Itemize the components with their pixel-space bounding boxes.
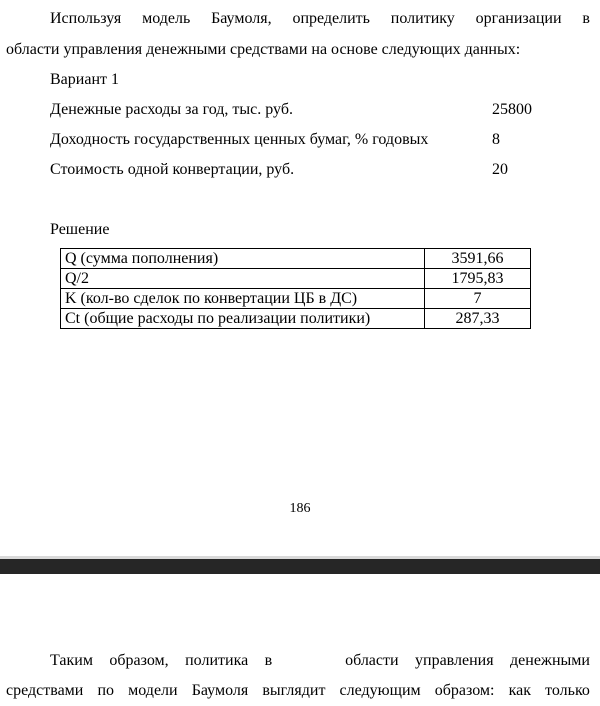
intro-word: организации: [475, 10, 562, 27]
variant-label: Вариант 1: [50, 71, 119, 88]
intro-word: политику: [390, 10, 455, 27]
table-cell-label: Ct (общие расходы по реализации политики): [61, 309, 425, 329]
conclusion-word: в: [264, 652, 273, 669]
solution-table: [60, 248, 531, 329]
table-cell-value: 287,33: [425, 309, 531, 329]
table-cell-value: 7: [425, 289, 531, 309]
table-row: [61, 309, 531, 329]
table-cell-label: Q/2: [61, 269, 425, 289]
page-break-bar: [0, 559, 600, 574]
conclusion-blank: [289, 646, 329, 676]
intro-word: определить: [292, 10, 370, 27]
conclusion-word: образом,: [109, 652, 169, 669]
conclusion-word: Таким: [50, 652, 93, 669]
conclusion-word: образом:: [434, 682, 495, 699]
given-label-expenses: Денежные расходы за год, тыс. руб.: [50, 101, 293, 118]
intro-word: Используя: [50, 10, 122, 27]
conclusion-word: только: [545, 682, 590, 699]
conclusion-word: управления: [415, 652, 494, 669]
table-cell-label: Q (сумма пополнения): [61, 249, 425, 269]
table-cell-value: 3591,66: [425, 249, 531, 269]
conclusion-word: области: [345, 652, 399, 669]
table-cell-value: 1795,83: [425, 269, 531, 289]
conclusion-word: следующим: [339, 682, 421, 699]
solution-heading: Решение: [50, 221, 110, 238]
conclusion-word: политика: [185, 652, 249, 669]
given-value-conversion-cost: 20: [492, 161, 508, 178]
conclusion-word: выглядит: [262, 682, 326, 699]
table-cell-label: K (кол-во сделок по конвертации ЦБ в ДС): [61, 289, 425, 309]
conclusion-word: Баумоля: [191, 682, 249, 699]
table-row: [61, 249, 531, 269]
intro-word: модель: [142, 10, 191, 27]
conclusion-word: средствами: [6, 682, 84, 699]
conclusion-line-1: [50, 646, 590, 676]
given-label-conversion-cost: Стоимость одной конвертации, руб.: [50, 161, 295, 178]
page-number: 186: [289, 501, 311, 516]
intro-line-2: области управления денежными средствами на основе следующих данных:: [6, 41, 521, 58]
intro-line-1: [50, 4, 590, 34]
intro-word: Баумоля,: [211, 10, 272, 27]
given-value-yield: 8: [492, 131, 500, 148]
conclusion-word: денежными: [510, 652, 590, 669]
table-row: [61, 289, 531, 309]
intro-word: в: [582, 10, 590, 27]
given-value-expenses: 25800: [492, 101, 532, 118]
conclusion-word: по: [97, 682, 115, 699]
conclusion-word: модели: [128, 682, 178, 699]
table-row: [61, 269, 531, 289]
conclusion-word: как: [508, 682, 531, 699]
given-label-yield: Доходность государственных ценных бумаг, % годовых: [50, 131, 429, 148]
